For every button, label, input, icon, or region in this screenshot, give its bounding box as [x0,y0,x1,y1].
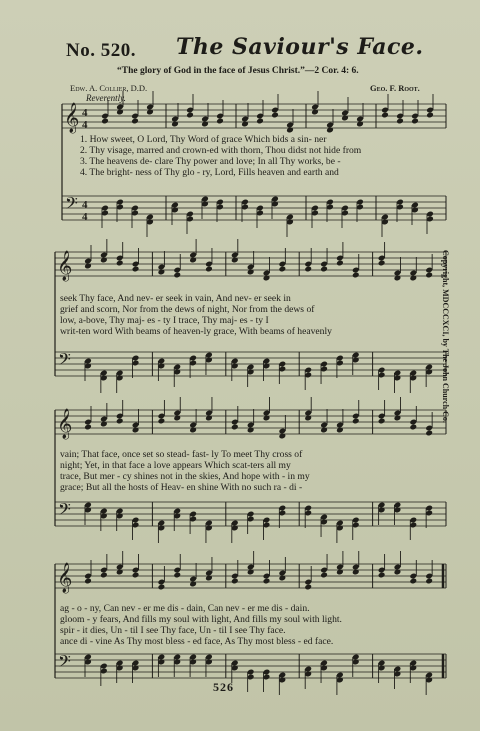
lyric-line: vain; That face, once set so stead- fast- ly To meet Thy cross of [60,449,303,460]
bass-clef: 𝄢 [65,193,78,217]
treble-clef: 𝄞 [57,409,73,439]
lyric-line: 3. The heavens de- clare Thy power and love; In all Thy works, be - [80,156,341,167]
note-head [173,572,181,579]
note-head [378,418,386,425]
note-head [411,118,419,125]
note-head [216,118,224,125]
note-head [425,578,433,585]
note-head [132,572,140,579]
hymn-title: The Saviour's Face. [176,34,424,60]
note-head [409,578,417,585]
note-head [378,572,386,579]
lyric-line: writ-ten word With beams of heaven-ly grace, With beams of heavenly [60,326,332,337]
lyric-line: gloom - y fears, And fills my soul with light, And fills my soul with light. [60,614,342,625]
note-head [271,112,279,119]
note-head [381,112,389,119]
note-head [304,584,312,591]
time-signature-top: 4 [82,119,88,131]
note-head [205,266,213,273]
note-head [158,418,166,425]
note-head [186,112,194,119]
note-head [101,118,109,125]
note-head [132,266,140,273]
lyric-line: trace, But mer - cy shines not in the skies, And hope with - in my [60,471,310,482]
composer-credit: Geo. F. Root. [370,83,420,93]
lyric-line: grief and scorn, Nor from the dews of night, Nor from the dews of [60,304,315,315]
note-head [425,430,433,437]
lyric-line: ag - o - ny, Can nev - er me dis - dain, Can nev - er me dis - dain. [60,603,310,614]
lyric-line: seek Thy face, And nev- er seek in vain, And nev- er seek in [60,293,291,304]
scripture-epigraph: “The glory of God in the face of Jesus Christ.”—2 Cor. 4: 6. [117,66,359,76]
note-head [158,584,166,591]
note-head [352,418,360,425]
note-head [263,578,271,585]
treble-clef: 𝄞 [57,563,73,593]
note-head [409,424,417,431]
copyright-notice: Copyright, MDCCCXCI, by The John Church Co. [441,250,450,423]
note-head [173,272,181,279]
treble-clef: 𝄞 [64,103,80,133]
hymn-number: No. 520. [66,40,136,61]
time-signature-bottom: 4 [82,199,88,211]
note-head [336,260,344,267]
lyric-line: grace; But all the hosts of Heav- en shine With no such ra - di - [60,482,303,493]
note-head [378,260,386,267]
time-signature-top: 4 [82,107,88,119]
bass-clef: 𝄢 [58,651,71,675]
time-signature-bottom: 4 [82,211,88,223]
bass-clef: 𝄢 [58,499,71,523]
note-head [352,272,360,279]
note-head [116,418,124,425]
note-head [396,118,404,125]
lyric-line: 4. The bright- ness of Thy glo - ry, Lord, Fills heaven and earth and [80,167,339,178]
note-head [256,118,264,125]
note-head [84,424,92,431]
note-head [279,266,287,273]
note-head [231,578,239,585]
note-head [320,266,328,273]
note-head [100,572,108,579]
lyric-line: 1. How sweet, O Lord, Thy Word of grace Which bids a sin- ner [80,134,327,145]
note-head [320,572,328,579]
note-head [84,578,92,585]
note-head [116,260,124,267]
lyric-line: night; Yet, in that face a love appears Which scat-ters all my [60,460,291,471]
tempo-marking: Reverently. [86,93,126,103]
page-number: 526 [213,680,234,694]
lyric-line: ance di - vine As Thy most bless - ed face, As Thy most bless - ed face. [60,636,334,647]
note-head [231,424,239,431]
lyric-line: low, a-bove, Thy maj- es - ty I trace, Thy maj- es - ty I [60,315,269,326]
treble-clef: 𝄞 [57,251,73,281]
note-head [426,112,434,119]
note-head [131,118,139,125]
note-head [425,272,433,279]
lyric-line: 2. Thy visage, marred and crown-ed with thorn, Thou didst not hide from [80,145,362,156]
bass-clef: 𝄢 [58,349,71,373]
author-credit: Edw. A. Collier, D.D. [70,83,148,93]
note-head [304,266,312,273]
lyric-line: spir - it dies, Un - til I see Thy face, Un - til I see Thy face. [60,625,286,636]
